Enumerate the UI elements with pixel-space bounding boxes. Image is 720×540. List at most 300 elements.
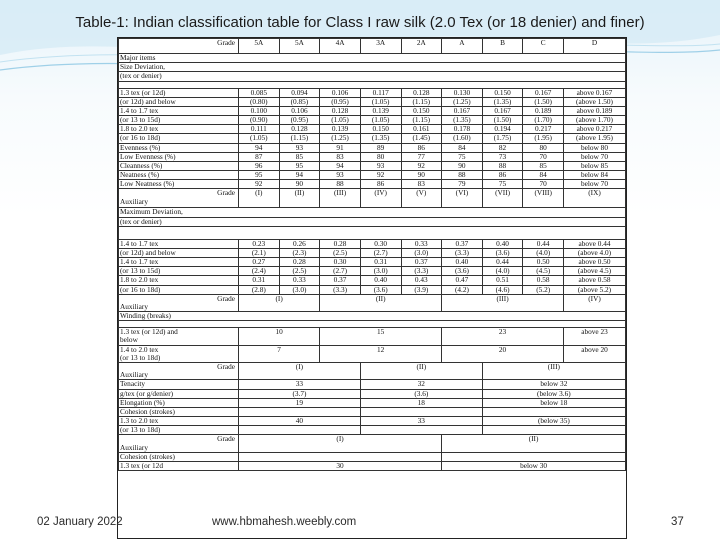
classification-table bbox=[118, 38, 626, 471]
evenness-row bbox=[119, 152, 626, 161]
data-cell: (0.95) bbox=[279, 116, 320, 125]
grade-header-cell: (II) bbox=[279, 189, 320, 208]
data-cell: 90 bbox=[401, 171, 442, 180]
data-cell: (above 1.50) bbox=[564, 97, 626, 106]
data-cell: (0.80) bbox=[239, 97, 280, 106]
data-cell: (4.0) bbox=[482, 267, 523, 276]
evenness-row bbox=[119, 161, 626, 170]
data-cell: 86 bbox=[401, 143, 442, 152]
row-label: Low Evenness (%) bbox=[119, 152, 239, 161]
data-cell: 0.106 bbox=[279, 106, 320, 115]
evenness-row bbox=[119, 171, 626, 180]
row-label: 1.3 to 2.0 tex bbox=[119, 417, 239, 426]
data-cell: 90 bbox=[279, 180, 320, 189]
data-cell: 93 bbox=[320, 171, 361, 180]
aux-grade-row bbox=[119, 189, 626, 208]
grade-header-cell: D bbox=[564, 39, 626, 54]
data-cell: 88 bbox=[482, 161, 523, 170]
data-cell: 0.161 bbox=[401, 125, 442, 134]
data-cell: 10 bbox=[239, 328, 320, 345]
winding-title-row bbox=[119, 312, 626, 321]
data-cell: 0.139 bbox=[320, 125, 361, 134]
data-cell: (3.9) bbox=[401, 285, 442, 294]
data-cell: (2.3) bbox=[279, 248, 320, 257]
data-cell: 84 bbox=[442, 143, 483, 152]
tenacity-grade-label-cell bbox=[119, 362, 239, 379]
grade-header-cell: (VI) bbox=[442, 189, 483, 208]
data-cell: (4.2) bbox=[442, 285, 483, 294]
grade-header-cell: (I) bbox=[239, 362, 361, 379]
data-cell: 0.150 bbox=[401, 106, 442, 115]
data-cell: (2.5) bbox=[320, 248, 361, 257]
spacer-row bbox=[119, 81, 626, 88]
classification-table-image bbox=[117, 37, 627, 539]
data-cell: 0.51 bbox=[482, 276, 523, 285]
grade-header-cell: (III) bbox=[442, 294, 564, 311]
data-cell bbox=[360, 426, 482, 435]
data-cell bbox=[482, 426, 625, 435]
page-number: 37 bbox=[671, 516, 684, 528]
row-label: Cohesion (strokes) bbox=[119, 407, 239, 416]
data-cell: 93 bbox=[279, 143, 320, 152]
grade-header-cell: (IX) bbox=[564, 189, 626, 208]
data-cell: 0.128 bbox=[279, 125, 320, 134]
data-cell: 15 bbox=[320, 328, 442, 345]
data-cell: (3.3) bbox=[320, 285, 361, 294]
data-cell: (3.6) bbox=[360, 389, 482, 398]
row-label: Cleanness (%) bbox=[119, 161, 239, 170]
grade-label: Grade bbox=[217, 188, 235, 198]
data-cell: 92 bbox=[239, 180, 280, 189]
max-deviation-row bbox=[119, 276, 626, 285]
auxiliary-label: Auxiliary bbox=[120, 301, 148, 311]
data-cell: 0.27 bbox=[239, 258, 280, 267]
row-label: 1.4 to 2.0 tex (or 13 to 18d) bbox=[119, 345, 239, 362]
tenacity-row bbox=[119, 407, 626, 416]
data-cell bbox=[360, 407, 482, 416]
data-cell: (above 4.5) bbox=[564, 267, 626, 276]
data-cell: 0.128 bbox=[401, 88, 442, 97]
data-cell: 0.40 bbox=[482, 239, 523, 248]
data-cell: (above 4.0) bbox=[564, 248, 626, 257]
data-cell: 0.31 bbox=[360, 258, 401, 267]
data-cell: (2.7) bbox=[320, 267, 361, 276]
data-cell: (1.50) bbox=[523, 97, 564, 106]
grade-label: Grade bbox=[217, 38, 235, 47]
max-deviation-row bbox=[119, 248, 626, 257]
row-label: (or 12d) and below bbox=[119, 248, 239, 257]
data-cell: 79 bbox=[442, 180, 483, 189]
data-cell: (1.05) bbox=[360, 97, 401, 106]
footer-date: 02 January 2022 bbox=[37, 516, 123, 528]
data-cell: 23 bbox=[442, 328, 564, 345]
data-cell: 95 bbox=[239, 171, 280, 180]
auxiliary-label: Auxiliary bbox=[120, 370, 148, 380]
data-cell: (3.6) bbox=[442, 267, 483, 276]
winding-label: Winding (breaks) bbox=[119, 312, 626, 321]
max-deviation-row bbox=[119, 258, 626, 267]
data-cell: 7 bbox=[239, 345, 320, 362]
grade-header-cell: 5A bbox=[239, 39, 280, 54]
data-cell: above 0.189 bbox=[564, 106, 626, 115]
data-cell: 0.111 bbox=[239, 125, 280, 134]
grade-header-cell: C bbox=[523, 39, 564, 54]
data-cell: 75 bbox=[442, 152, 483, 161]
row-label: 1.4 to 1.7 tex bbox=[119, 239, 239, 248]
grade-header-cell: 3A bbox=[360, 39, 401, 54]
data-cell: 0.58 bbox=[523, 276, 564, 285]
data-cell: (1.15) bbox=[279, 134, 320, 143]
grade-header-row bbox=[119, 39, 626, 54]
data-cell: 94 bbox=[239, 143, 280, 152]
grade-header-cell: (V) bbox=[401, 189, 442, 208]
row-label: (or 16 to 18d) bbox=[119, 134, 239, 143]
max-deviation-row bbox=[119, 267, 626, 276]
grade-header-cell: 2A bbox=[401, 39, 442, 54]
data-cell: 70 bbox=[523, 152, 564, 161]
grade-header-cell: 5A bbox=[279, 39, 320, 54]
data-cell: 94 bbox=[320, 161, 361, 170]
data-cell: 12 bbox=[320, 345, 442, 362]
data-cell: (3.6) bbox=[360, 285, 401, 294]
footer-url[interactable]: www.hbmahesh.weebly.com bbox=[212, 516, 357, 528]
grade-header-cell: (VIII) bbox=[523, 189, 564, 208]
data-cell: 84 bbox=[523, 171, 564, 180]
data-cell: (2.5) bbox=[279, 267, 320, 276]
data-cell: below 70 bbox=[564, 180, 626, 189]
row-label: (or 13 to 18d) bbox=[119, 426, 239, 435]
row-label: Tenacity bbox=[119, 380, 239, 389]
data-cell: (1.45) bbox=[401, 134, 442, 143]
data-cell: 0.100 bbox=[239, 106, 280, 115]
data-cell: (3.6) bbox=[482, 248, 523, 257]
data-cell: 0.167 bbox=[523, 88, 564, 97]
data-cell: 88 bbox=[442, 171, 483, 180]
data-cell: 0.167 bbox=[482, 106, 523, 115]
data-cell: 0.37 bbox=[401, 258, 442, 267]
row-label: g/tex (or g/denier) bbox=[119, 389, 239, 398]
data-cell: 0.43 bbox=[401, 276, 442, 285]
data-cell: 19 bbox=[239, 398, 361, 407]
data-cell: (1.05) bbox=[360, 116, 401, 125]
data-cell: 92 bbox=[401, 161, 442, 170]
grade-label: Grade bbox=[217, 434, 235, 444]
data-cell: (3.0) bbox=[360, 267, 401, 276]
grade-header-cell: (III) bbox=[482, 362, 625, 379]
data-cell: 0.150 bbox=[482, 88, 523, 97]
data-cell: 0.117 bbox=[360, 88, 401, 97]
data-cell: (3.7) bbox=[239, 389, 361, 398]
data-cell: above 0.44 bbox=[564, 239, 626, 248]
data-cell: below 70 bbox=[564, 152, 626, 161]
data-cell: below 85 bbox=[564, 161, 626, 170]
data-cell: (5.2) bbox=[523, 285, 564, 294]
data-cell: 85 bbox=[523, 161, 564, 170]
grade-header-cell: A bbox=[442, 39, 483, 54]
size-deviation-row bbox=[119, 106, 626, 115]
data-cell: 83 bbox=[401, 180, 442, 189]
data-cell: 0.30 bbox=[320, 258, 361, 267]
grade-header-cell: (I) bbox=[239, 435, 442, 452]
data-cell: (1.15) bbox=[401, 97, 442, 106]
data-cell: (1.35) bbox=[482, 97, 523, 106]
data-cell: (1.15) bbox=[401, 116, 442, 125]
row-label: 1.8 to 2.0 tex bbox=[119, 276, 239, 285]
data-cell: (0.95) bbox=[320, 97, 361, 106]
data-cell: 89 bbox=[360, 143, 401, 152]
grade-header-cell: (III) bbox=[320, 189, 361, 208]
data-cell: 92 bbox=[360, 171, 401, 180]
max-deviation-sub-row bbox=[119, 217, 626, 226]
data-cell: 82 bbox=[482, 143, 523, 152]
data-cell: 75 bbox=[482, 180, 523, 189]
data-cell: 86 bbox=[482, 171, 523, 180]
data-cell: above 0.217 bbox=[564, 125, 626, 134]
row-label: (or 13 to 15d) bbox=[119, 116, 239, 125]
row-label: (or 16 to 18d) bbox=[119, 285, 239, 294]
data-cell: 73 bbox=[482, 152, 523, 161]
row-label: 1.3 tex (or 12d bbox=[119, 461, 239, 470]
data-cell: 30 bbox=[239, 461, 442, 470]
cohesion-grade-label-cell bbox=[119, 435, 239, 452]
data-cell: 0.189 bbox=[523, 106, 564, 115]
data-cell: (1.25) bbox=[320, 134, 361, 143]
winding-row bbox=[119, 345, 626, 362]
data-cell: above 0.167 bbox=[564, 88, 626, 97]
row-label: Neatness (%) bbox=[119, 171, 239, 180]
row-label-sub: (or 13 to 18d) bbox=[120, 352, 161, 362]
data-cell: 80 bbox=[523, 143, 564, 152]
row-label: 1.4 to 1.7 tex bbox=[119, 106, 239, 115]
size-deviation-row bbox=[119, 97, 626, 106]
row-label: Elongation (%) bbox=[119, 398, 239, 407]
data-cell: 93 bbox=[360, 161, 401, 170]
data-cell: 32 bbox=[360, 380, 482, 389]
size-deviation-row bbox=[119, 88, 626, 97]
tenacity-row bbox=[119, 417, 626, 426]
major-items-label: Major items bbox=[119, 54, 626, 63]
data-cell: 0.47 bbox=[442, 276, 483, 285]
data-cell: above 23 bbox=[564, 328, 626, 345]
data-cell: (2.4) bbox=[239, 267, 280, 276]
data-cell: (1.70) bbox=[523, 116, 564, 125]
data-cell: 0.33 bbox=[279, 276, 320, 285]
row-label: 1.3 tex (or 12d) and below bbox=[119, 328, 239, 345]
data-cell: (1.35) bbox=[442, 116, 483, 125]
grade-header-cell: (IV) bbox=[564, 294, 626, 311]
data-cell: 0.094 bbox=[279, 88, 320, 97]
max-deviation-label: Maximum Deviation, bbox=[119, 208, 626, 217]
data-cell: 77 bbox=[401, 152, 442, 161]
data-cell: (4.5) bbox=[523, 267, 564, 276]
data-cell: (2.8) bbox=[239, 285, 280, 294]
data-cell: (1.50) bbox=[482, 116, 523, 125]
data-cell: above 0.58 bbox=[564, 276, 626, 285]
grade-label: Grade bbox=[217, 294, 235, 303]
data-cell: below 80 bbox=[564, 143, 626, 152]
spacer bbox=[119, 81, 626, 88]
data-cell: (above 1.70) bbox=[564, 116, 626, 125]
row-label: 1.4 to 1.7 tex bbox=[119, 258, 239, 267]
max-deviation-row bbox=[119, 239, 626, 248]
winding-row bbox=[119, 328, 626, 345]
data-cell: (3.0) bbox=[401, 248, 442, 257]
major-items-row bbox=[119, 54, 626, 63]
data-cell: 0.28 bbox=[279, 258, 320, 267]
data-cell: (4.6) bbox=[482, 285, 523, 294]
grade-header-cell: (I) bbox=[239, 189, 280, 208]
evenness-row bbox=[119, 143, 626, 152]
data-cell: 0.28 bbox=[320, 239, 361, 248]
row-label: 1.3 tex (or 12d) bbox=[119, 88, 239, 97]
data-cell: 0.31 bbox=[239, 276, 280, 285]
size-deviation-row bbox=[119, 134, 626, 143]
row-label: Low Neatness (%) bbox=[119, 180, 239, 189]
data-cell: 0.167 bbox=[442, 106, 483, 115]
data-cell: 0.130 bbox=[442, 88, 483, 97]
data-cell: 80 bbox=[360, 152, 401, 161]
data-cell: 0.106 bbox=[320, 88, 361, 97]
data-cell: 18 bbox=[360, 398, 482, 407]
grade-header-cell: 4A bbox=[320, 39, 361, 54]
row-label-sub: below bbox=[120, 335, 138, 345]
size-deviation-label: Size Deviation, bbox=[119, 63, 626, 72]
row-label: 1.8 to 2.0 tex bbox=[119, 125, 239, 134]
data-cell: 83 bbox=[320, 152, 361, 161]
data-cell: (below 35) bbox=[482, 417, 625, 426]
data-cell: (3.3) bbox=[442, 248, 483, 257]
data-cell: 40 bbox=[239, 417, 361, 426]
data-cell: 33 bbox=[360, 417, 482, 426]
grade-header-cell: (II) bbox=[442, 435, 626, 452]
data-cell: 70 bbox=[523, 180, 564, 189]
grade-header-cell: (IV) bbox=[360, 189, 401, 208]
data-cell: 95 bbox=[279, 161, 320, 170]
data-cell: 33 bbox=[239, 380, 361, 389]
spacer bbox=[119, 226, 626, 239]
data-cell: (1.35) bbox=[360, 134, 401, 143]
data-cell: (4.0) bbox=[523, 248, 564, 257]
tenacity-row bbox=[119, 398, 626, 407]
data-cell: 0.40 bbox=[360, 276, 401, 285]
grade-label-cell bbox=[119, 39, 239, 54]
data-cell: 20 bbox=[442, 345, 564, 362]
grade-header-cell: B bbox=[482, 39, 523, 54]
data-cell: 85 bbox=[279, 152, 320, 161]
row-label: (or 13 to 15d) bbox=[119, 267, 239, 276]
spacer-row bbox=[119, 321, 626, 328]
max-deviation-row bbox=[119, 285, 626, 294]
data-cell: below 32 bbox=[482, 380, 625, 389]
slide-title: Table-1: Indian classification table for Class I raw silk (2.0 Tex (or 18 denier) and finer) bbox=[75, 14, 645, 31]
data-cell bbox=[239, 452, 442, 461]
cohesion-row bbox=[119, 461, 626, 470]
data-cell: 96 bbox=[239, 161, 280, 170]
spacer bbox=[119, 321, 626, 328]
data-cell: 0.194 bbox=[482, 125, 523, 134]
data-cell: (0.85) bbox=[279, 97, 320, 106]
data-cell: (1.25) bbox=[442, 97, 483, 106]
row-label: Evenness (%) bbox=[119, 143, 239, 152]
data-cell: 88 bbox=[320, 180, 361, 189]
data-cell: (1.60) bbox=[442, 134, 483, 143]
aux-grade-label-cell bbox=[119, 189, 239, 208]
data-cell: (2.1) bbox=[239, 248, 280, 257]
grade-header-cell: (II) bbox=[320, 294, 442, 311]
grade-label: Grade bbox=[217, 362, 235, 371]
data-cell: below 18 bbox=[482, 398, 625, 407]
data-cell: 87 bbox=[239, 152, 280, 161]
row-label: Cohesion (strokes) bbox=[119, 452, 239, 461]
cohesion-row bbox=[119, 452, 626, 461]
data-cell: 94 bbox=[279, 171, 320, 180]
grade-header-cell: (VII) bbox=[482, 189, 523, 208]
data-cell: (below 3.6) bbox=[482, 389, 625, 398]
tenacity-grade-row bbox=[119, 362, 626, 379]
auxiliary-label: Auxiliary bbox=[120, 442, 148, 452]
size-deviation-row bbox=[119, 116, 626, 125]
data-cell: 0.23 bbox=[239, 239, 280, 248]
data-cell: below 30 bbox=[442, 461, 626, 470]
data-cell bbox=[482, 407, 625, 416]
data-cell: 0.30 bbox=[360, 239, 401, 248]
data-cell bbox=[442, 452, 626, 461]
data-cell: above 0.50 bbox=[564, 258, 626, 267]
winding-grade-row bbox=[119, 294, 626, 311]
data-cell: 0.150 bbox=[360, 125, 401, 134]
data-cell: 0.128 bbox=[320, 106, 361, 115]
data-cell: 90 bbox=[442, 161, 483, 170]
grade-header-cell: (I) bbox=[239, 294, 320, 311]
data-cell: (1.75) bbox=[482, 134, 523, 143]
cohesion-grade-row bbox=[119, 435, 626, 452]
size-deviation-sub: (tex or denier) bbox=[119, 72, 626, 81]
max-deviation-title-row bbox=[119, 208, 626, 217]
data-cell: (3.0) bbox=[279, 285, 320, 294]
spacer-row bbox=[119, 226, 626, 239]
row-label: (or 12d) and below bbox=[119, 97, 239, 106]
data-cell: 86 bbox=[360, 180, 401, 189]
data-cell: 0.217 bbox=[523, 125, 564, 134]
table-main-body bbox=[119, 39, 626, 471]
data-cell bbox=[239, 407, 361, 416]
tenacity-row bbox=[119, 380, 626, 389]
data-cell: 0.40 bbox=[442, 258, 483, 267]
tenacity-row bbox=[119, 389, 626, 398]
winding-grade-label-cell bbox=[119, 294, 239, 311]
data-cell bbox=[239, 426, 361, 435]
data-cell: 0.44 bbox=[523, 239, 564, 248]
data-cell: (1.05) bbox=[239, 134, 280, 143]
data-cell: 0.37 bbox=[442, 239, 483, 248]
size-deviation-row bbox=[119, 125, 626, 134]
data-cell: 91 bbox=[320, 143, 361, 152]
data-cell: (above 1.95) bbox=[564, 134, 626, 143]
tenacity-row bbox=[119, 426, 626, 435]
data-cell: 0.44 bbox=[482, 258, 523, 267]
data-cell: 0.37 bbox=[320, 276, 361, 285]
data-cell: 0.26 bbox=[279, 239, 320, 248]
grade-header-cell: (II) bbox=[360, 362, 482, 379]
evenness-row bbox=[119, 180, 626, 189]
data-cell: (above 5.2) bbox=[564, 285, 626, 294]
data-cell: (1.05) bbox=[320, 116, 361, 125]
auxiliary-label: Auxiliary bbox=[120, 196, 148, 206]
data-cell: 0.33 bbox=[401, 239, 442, 248]
size-deviation-sub-row bbox=[119, 72, 626, 81]
size-deviation-title-row bbox=[119, 63, 626, 72]
data-cell: 0.139 bbox=[360, 106, 401, 115]
